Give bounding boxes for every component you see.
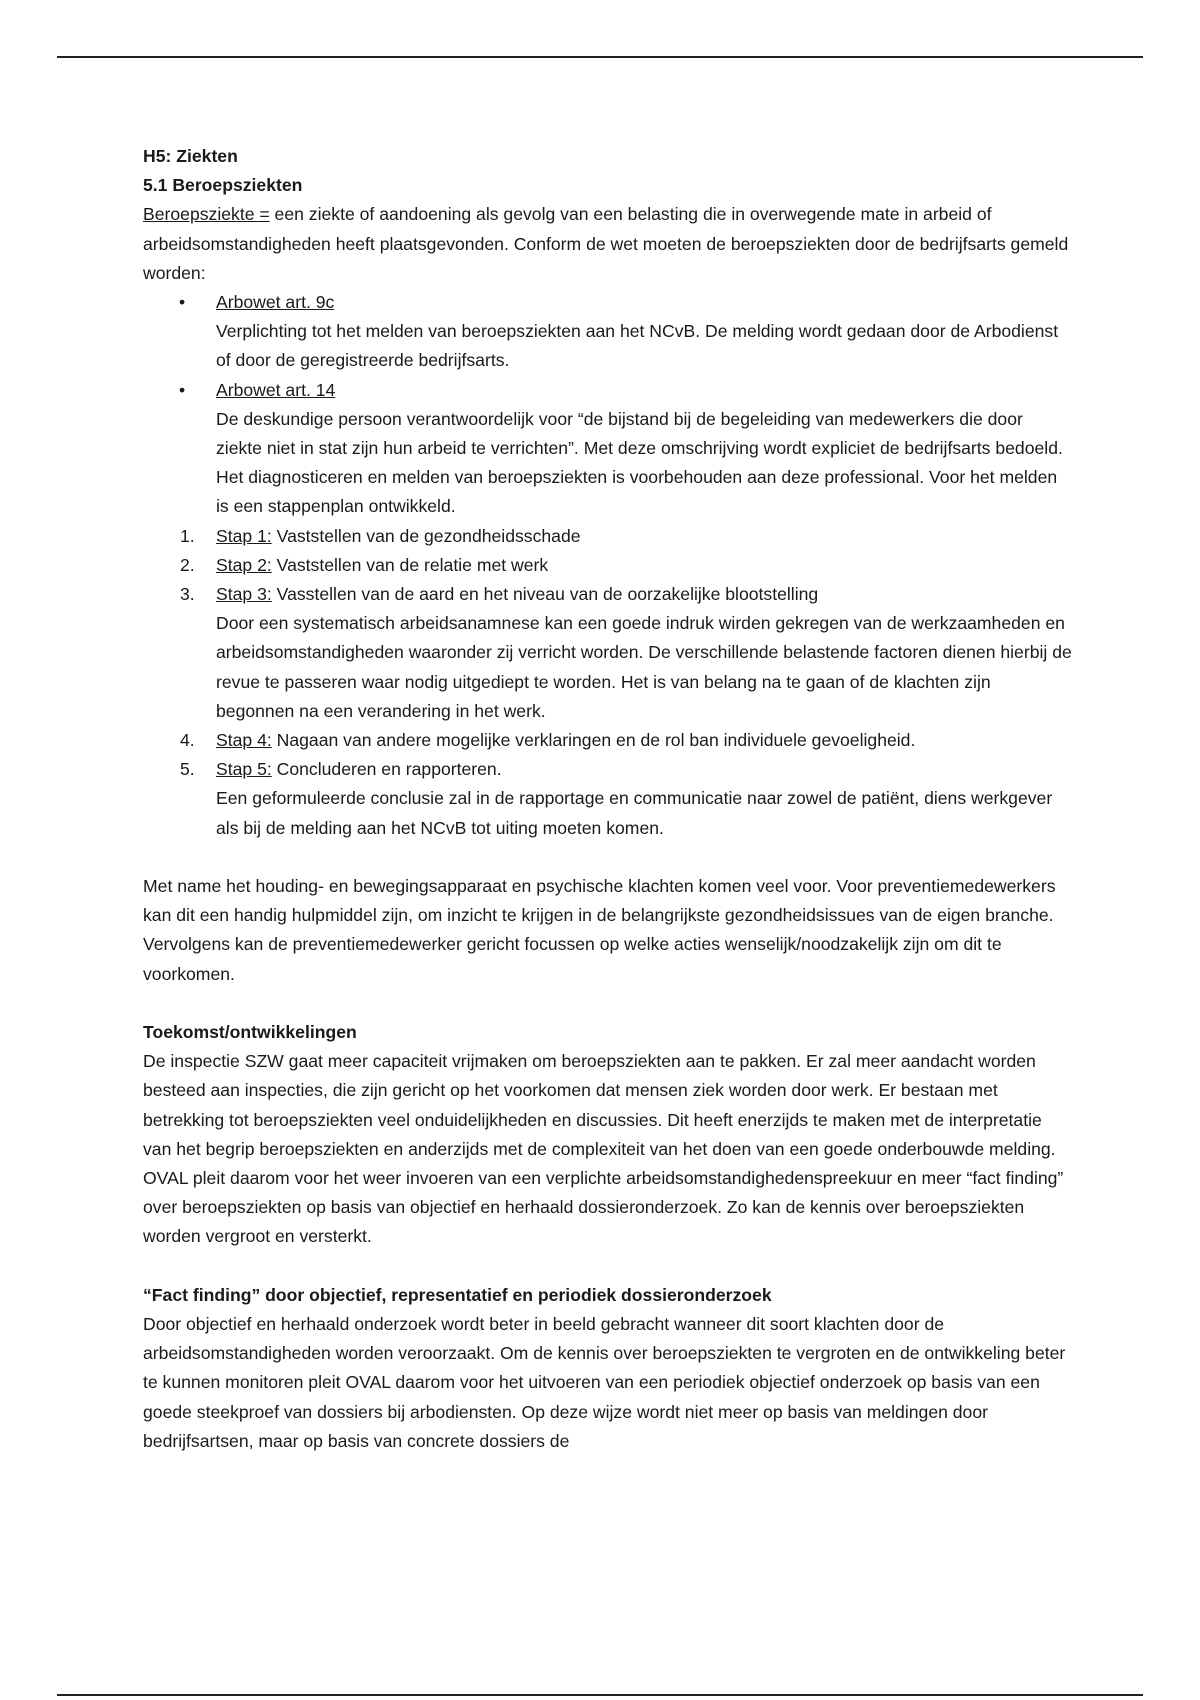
step-text: Concluderen en rapporteren. (271, 759, 502, 780)
step-line (216, 755, 1073, 784)
step-item (143, 755, 1073, 843)
step-number: 1. (180, 525, 195, 546)
toekomst-paragraph-1: De inspectie SZW gaat meer capaciteit vrijmaken om beroepsziekten aan te pakken. Er zal meer aandacht worden besteed aan inspecties, die zijn gericht op het voorkomen dat mensen ziek worden door werk. Er bestaan met betrekking tot beroepsziekten veel onduidelijkheden en discussies. Dit heeft enerzijds te maken met de interpretatie van het begrip beroepsziekten en anderzijds met de complexiteit van het doen van een goede onderbouwde melding. (143, 1051, 1056, 1159)
bullet-list (143, 288, 1073, 522)
step-number: 3. (180, 584, 195, 605)
spacer (143, 1252, 1073, 1281)
step-number: 5. (180, 759, 195, 780)
step-label: Stap 4: (216, 730, 272, 751)
step-label: Stap 3: (216, 584, 272, 605)
fact-finding-paragraph: Door objectief en herhaald onderzoek wordt beter in beeld gebracht wanneer dit soort klachten door de arbeidsomstandigheden worden veroorzaakt. Om de kennis over beroepsziekten te vergroten en de ontwikkeling beter te kunnen monitoren pleit OVAL daarom voor het uitvoeren van een periodiek objectief onderzoek op basis van een goede steekproef van dossiers bij arbodiensten. Op deze wijze wordt niet meer op basis van meldingen door bedrijfsartsen, maar op basis van concrete dossiers de (143, 1314, 1066, 1451)
step-label: Stap 5: (216, 759, 272, 780)
step-label: Stap 2: (216, 554, 272, 575)
step-line (216, 551, 1073, 580)
chapter-heading: H5: Ziekten (143, 146, 238, 166)
step-text: Vaststellen van de gezondheidsschade (271, 525, 581, 546)
bullet-marker: • (179, 379, 186, 400)
step-line (216, 726, 1073, 755)
document-body (143, 142, 1073, 1456)
spacer (143, 989, 1073, 1018)
bullet-text: Verplichting tot het melden van beroepsziekten aan het NCvB. De melding wordt gedaan door de Arbodienst of door de geregistreerde bedrijfsarts. (216, 321, 1059, 371)
step-item (143, 522, 1073, 551)
header-rule (57, 56, 1143, 58)
step-extra: Een geformuleerde conclusie zal in de rapportage en communicatie naar zowel de patiënt, diens werkgever als bij de melding aan het NCvB tot uiting moeten komen. (216, 788, 1053, 838)
definition-paragraph (143, 200, 1073, 288)
bullet-marker: • (179, 292, 186, 313)
step-item (143, 726, 1073, 755)
section-heading: 5.1 Beroepsziekten (143, 175, 303, 196)
toekomst-heading: Toekomst/ontwikkelingen (143, 1022, 357, 1043)
fact-finding-heading: “Fact finding” door objectief, representatief en periodiek dossieronderzoek (143, 1284, 772, 1305)
definition-term: Beroepsziekte = (143, 204, 270, 225)
step-label: Stap 1: (216, 525, 272, 546)
bullet-item (143, 376, 1073, 522)
definition-text: een ziekte of aandoening als gevolg van een belasting die in overwegende mate in arbeid of arbeidsomstandigheden heeft plaatsgevonden. Conform de wet moeten de beroepsziekten door de bedrijfsarts gemeld worden: (143, 204, 1069, 283)
toekomst-paragraph-2: OVAL pleit daarom voor het weer invoeren van een verplichte arbeidsomstandighedenspreekuur en meer “fact finding” over beroepsziekten op basis van objectief en herhaald dossieronderzoek. Zo kan de kennis over beroepsziekten worden vergroot en versterkt. (143, 1168, 1064, 1247)
step-number: 2. (180, 554, 195, 575)
bullet-title: Arbowet art. 14 (216, 379, 336, 400)
step-item (143, 580, 1073, 726)
step-text: Vaststellen van de relatie met werk (271, 554, 549, 575)
step-item (143, 551, 1073, 580)
footer-rule (57, 1694, 1143, 1696)
step-text: Nagaan van andere mogelijke verklaringen en de rol ban individuele gevoeligheid. (271, 730, 916, 751)
step-line (216, 522, 1073, 551)
bullet-item (143, 288, 1073, 376)
step-extra: Door een systematisch arbeidsanamnese kan een goede indruk wirden gekregen van de werkzaamheden en arbeidsomstandigheden waaronder zij verricht worden. De verschillende belastende factoren dienen hierbij de revue te passeren waar nodig uitgediept te worden. Het is van belang na te gaan of de klachten zijn begonnen na een verandering in het werk. (216, 613, 1072, 721)
step-line (216, 580, 1073, 609)
bullet-text: De deskundige persoon verantwoordelijk voor “de bijstand bij de begeleiding van medewerkers die door ziekte niet in stat zijn hun arbeid te verrichten”. Met deze omschrijving wordt expliciet de bedrijfsarts bedoeld. Het diagnosticeren en melden van beroepsziekten is voorbehouden aan deze professional. Voor het melden is een stappenplan ontwikkeld. (216, 408, 1063, 517)
step-number: 4. (180, 730, 195, 751)
bullet-title: Arbowet art. 9c (216, 292, 335, 313)
steps-list (143, 522, 1073, 843)
step-text: Vasstellen van de aard en het niveau van de oorzakelijke blootstelling (271, 584, 819, 605)
klachten-paragraph: Met name het houding- en bewegingsapparaat en psychische klachten komen veel voor. Voor preventiemedewerkers kan dit een handig hulpmiddel zijn, om inzicht te krijgen in de belangrijkste gezondheidsissues van de eigen branche. Vervolgens kan de preventiemedewerker gericht focussen op welke acties wenselijk/noodzakelijk zijn om dit te voorkomen. (143, 876, 1056, 984)
spacer (143, 843, 1073, 872)
